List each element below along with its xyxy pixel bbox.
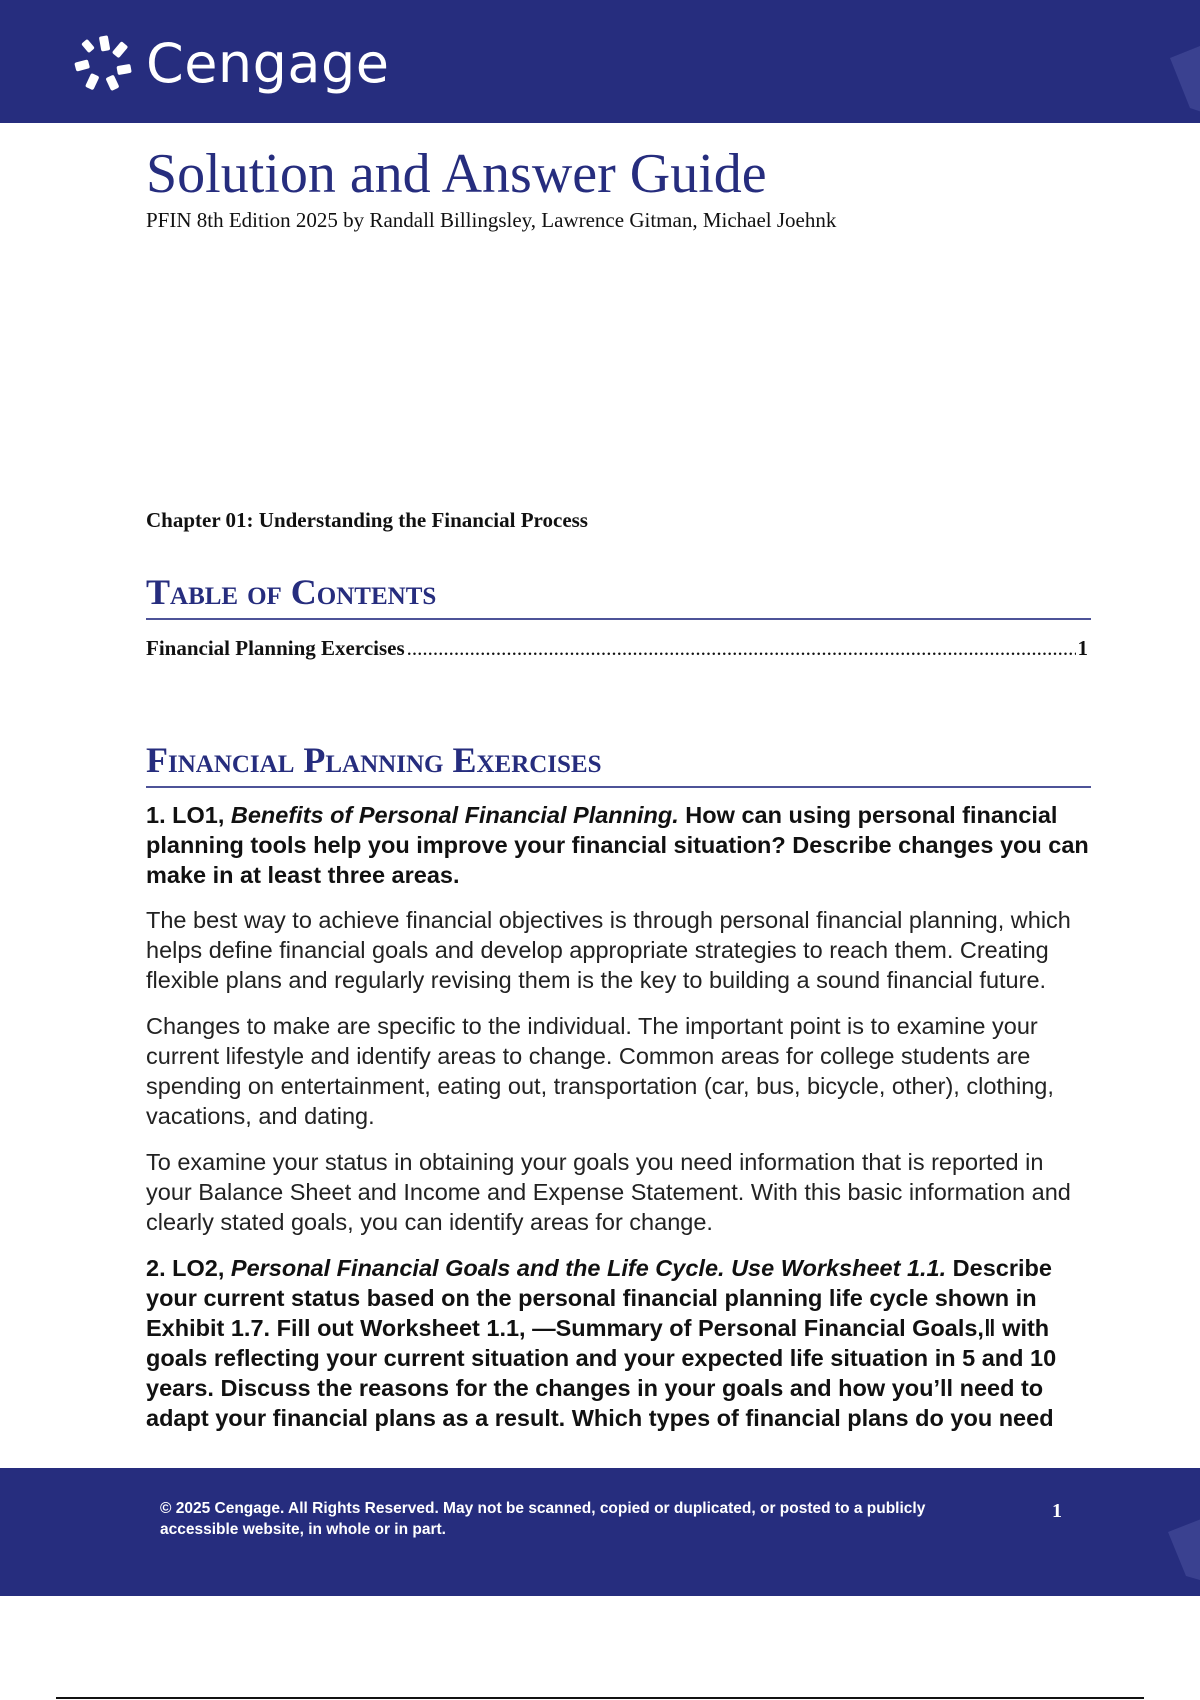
logo-wordmark: Cengage: [146, 32, 390, 95]
toc-heading: Table of Contents: [146, 570, 1091, 620]
page-number: 1: [1052, 1500, 1062, 1522]
question-1-prefix: 1. LO1,: [146, 802, 231, 828]
toc-entry-label: Financial Planning Exercises: [146, 636, 405, 660]
corner-decoration-icon: [1160, 38, 1200, 118]
bottom-divider: [56, 1697, 1144, 1699]
page-header: [0, 0, 1200, 123]
question-2-topic: Personal Financial Goals and the Life Cycle. Use Worksheet 1.1.: [230, 1255, 947, 1281]
toc-leader-dots: [407, 636, 1076, 661]
question-1-topic: Benefits of Personal Financial Planning.: [230, 802, 679, 828]
footer-decoration-icon: [1160, 1514, 1200, 1584]
toc-entry[interactable]: [146, 636, 1088, 661]
page-footer: [0, 1468, 1200, 1596]
answer-1-paragraph-1: The best way to achieve financial objectives is through personal financial planning, which helps define financial goals and develop appropriate strategies to reach them. Creating flexible plans and regularly revising them is the key to building a sound financial future.: [146, 907, 1071, 993]
answer-1-paragraph-3: To examine your status in obtaining your goals you need information that is reported in your Balance Sheet and Income and Expense Statement. With this basic information and clearly stated goals, you can identify areas for change.: [146, 1149, 1071, 1235]
question-2-prefix: 2. LO2,: [146, 1255, 231, 1281]
exercises-heading: Financial Planning Exercises: [146, 738, 1091, 788]
copyright-notice: © 2025 Cengage. All Rights Reserved. May not be scanned, copied or duplicated, or posted to a publicly accessible website, in whole or in part.: [160, 1500, 926, 1538]
question-1: [146, 800, 1091, 890]
question-1-text: How can using personal financial planning tools help you improve your financial situation? Describe changes you can make in at least three areas.: [146, 802, 1089, 888]
document-title: Solution and Answer Guide: [146, 143, 767, 205]
cengage-logo-icon: [74, 34, 138, 94]
exercises-content: [146, 800, 1091, 1448]
question-2: [146, 1253, 1091, 1433]
chapter-title: Chapter 01: Understanding the Financial Process: [146, 508, 588, 532]
answer-1-paragraph-2: Changes to make are specific to the individual. The important point is to examine your current lifestyle and identify areas to change. Common areas for college students are spending on entertainment, eating out, transportation (car, bus, bicycle, other), clothing, vacations, and dating.: [146, 1013, 1054, 1129]
cengage-logo: [74, 34, 390, 94]
question-2-text: Describe your current status based on the personal financial planning life cycle shown in Exhibit 1.7. Fill out Worksheet 1.1, —Summary of Personal Financial Goals,‖ with goals reflecting your current situation and your expected life situation in 5 and 10 years. Discuss the reasons for the changes in your goals and how you’ll need to adapt your financial plans as a result. Which types of financial plans do you need: [146, 1255, 1057, 1431]
toc-entry-page: 1: [1077, 636, 1088, 660]
document-subtitle: PFIN 8th Edition 2025 by Randall Billingsley, Lawrence Gitman, Michael Joehnk: [146, 208, 837, 232]
